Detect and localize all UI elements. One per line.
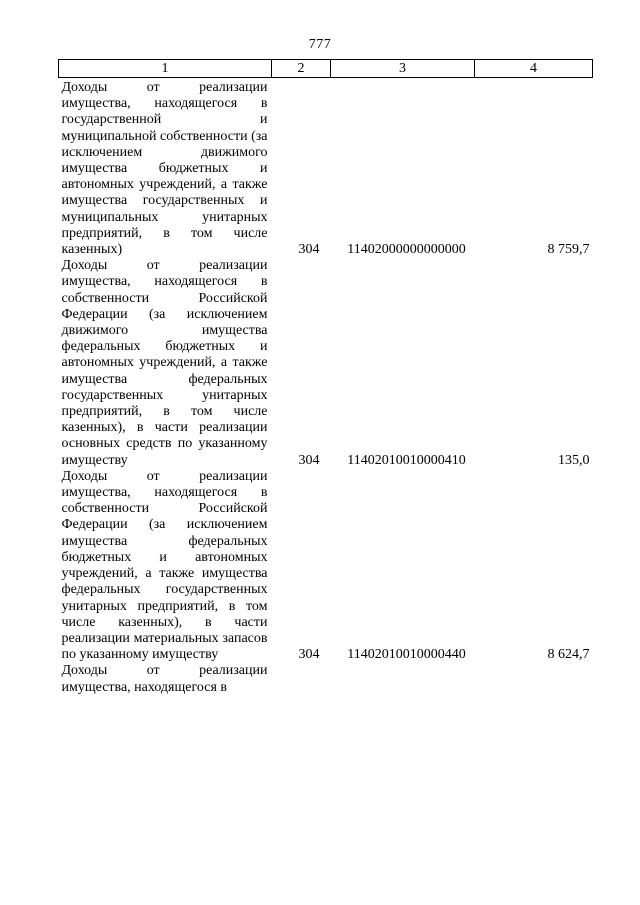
page-number: 777 (308, 37, 332, 52)
column-header-classification-code: 3 (331, 60, 475, 78)
row-admin-code (272, 663, 331, 695)
row-amount: 8 624,7 (547, 647, 590, 663)
table-header (59, 60, 593, 78)
table-body (59, 78, 593, 696)
row-description: Доходы от реализации имущества, находящегося в государственной и муниципальной собственности (за исключением движимого имущества бюджетных и автономных учреждений, а также имущества государственных и муниципальных унитарных предприятий, в том числе казенных) (61, 80, 268, 258)
row-amount: 8 759,7 (547, 242, 590, 258)
table-row (59, 663, 593, 695)
revenue-table (58, 59, 593, 696)
row-description: Доходы от реализации имущества, находящегося в собственности Российской Федерации (за исключением движимого имущества федеральных бюджетных и автономных учреждений, а также имущества федеральных государственных унитарных предприятий, в том числе казенных), в части реализации основных средств по указанному имуществу (61, 258, 268, 468)
row-description: Доходы от реализации имущества, находящегося в собственности Российской Федерации (за исключением имущества федеральных бюджетных и автономных учреждений, а также имущества федеральных государственных унитарных предприятий, в том числе казенных), в части реализации материальных запасов по указанному имуществу (61, 468, 268, 663)
table-row (59, 469, 593, 663)
row-amount: 135,0 (558, 452, 590, 468)
table-row (59, 258, 593, 469)
column-header-description: 1 (59, 60, 272, 78)
row-amount (475, 663, 593, 695)
row-classification-code: 11402010010000440 (347, 647, 466, 663)
row-admin-code: 304 (298, 647, 320, 663)
header-row (59, 60, 593, 78)
column-header-admin-code: 2 (272, 60, 331, 78)
row-description: Доходы от реализации имущества, находящегося в (61, 663, 268, 695)
column-header-amount: 4 (475, 60, 593, 78)
row-classification-code: 11402000000000000 (347, 242, 466, 258)
row-classification-code: 11402010010000410 (347, 452, 466, 468)
table-row (59, 78, 593, 259)
row-admin-code: 304 (298, 242, 320, 258)
row-admin-code: 304 (298, 452, 320, 468)
row-classification-code (331, 663, 475, 695)
